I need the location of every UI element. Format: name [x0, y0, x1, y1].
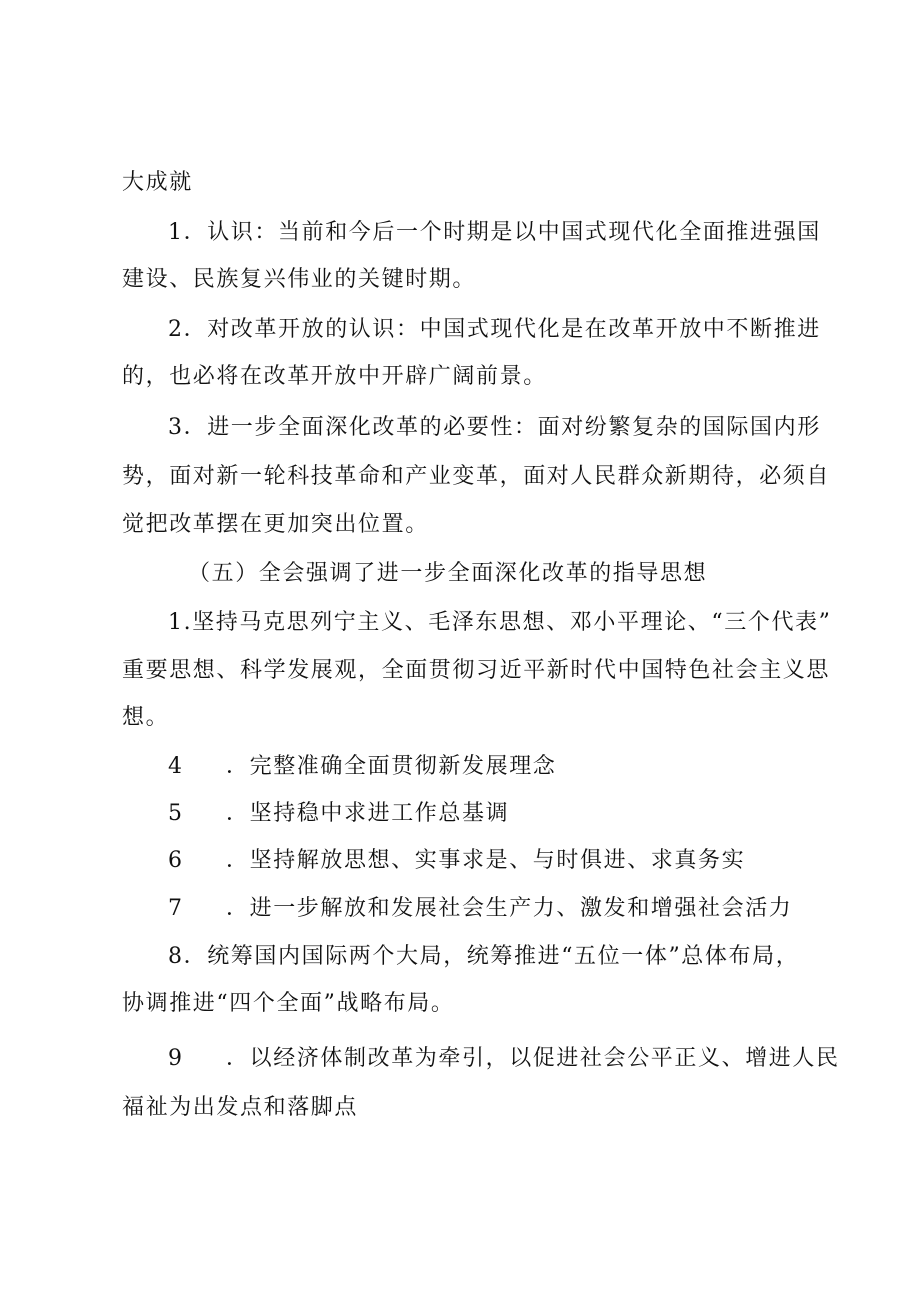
item-text: ．完整准确全面贯彻新发展理念: [226, 754, 557, 779]
item-text: ．进一步解放和发展社会生产力、激发和增强社会活力: [226, 896, 793, 921]
text-line: 2．对改革开放的认识：中国式现代化是在改革开放中不断推进: [168, 317, 821, 342]
text-line: 福祉为出发点和落脚点: [122, 1095, 359, 1120]
text-line: 协调推进“四个全面”战略布局。: [122, 991, 455, 1016]
text-line: 1．认识：当前和今后一个时期是以中国式现代化全面推进强国: [168, 220, 821, 245]
text-line: 1.坚持马克思列宁主义、毛泽东思想、邓小平理论、“三个代表”: [168, 610, 832, 635]
numbered-item: [168, 894, 792, 924]
numbered-item: [168, 799, 509, 829]
section-heading: （五）全会强调了进一步全面深化改革的指导思想: [188, 561, 708, 586]
item-number: 7: [168, 896, 184, 921]
item-number: 5: [168, 801, 184, 826]
text-line: 8．统筹国内国际两个大局，统筹推进“五位一体”总体布局，: [168, 944, 800, 969]
text-line: 的，也必将在改革开放中开辟广阔前景。: [122, 364, 547, 389]
item-number: 6: [168, 848, 184, 873]
text-line: 大成就: [122, 170, 193, 195]
text-line: 势，面对新一轮科技革命和产业变革，面对人民群众新期待，必须自: [122, 464, 831, 489]
item-number: 9: [168, 1046, 184, 1071]
item-text: ．坚持解放思想、实事求是、与时俱进、求真务实: [226, 848, 746, 873]
text-line: 想。: [122, 705, 170, 730]
item-text: ．以经济体制改革为牵引，以促进社会公平正义、增进人民: [226, 1046, 840, 1071]
item-number: 4: [168, 754, 184, 779]
numbered-item: [168, 752, 556, 782]
text-line: 觉把改革摆在更加突出位置。: [122, 512, 429, 537]
numbered-item: [168, 846, 745, 876]
numbered-item: [168, 1044, 840, 1074]
text-line: 3．进一步全面深化改革的必要性：面对纷繁复杂的国际国内形: [168, 415, 821, 440]
text-line: 建设、民族复兴伟业的关键时期。: [122, 267, 477, 292]
text-line: 重要思想、科学发展观，全面贯彻习近平新时代中国特色社会主义思: [122, 658, 831, 683]
item-text: ．坚持稳中求进工作总基调: [226, 801, 510, 826]
